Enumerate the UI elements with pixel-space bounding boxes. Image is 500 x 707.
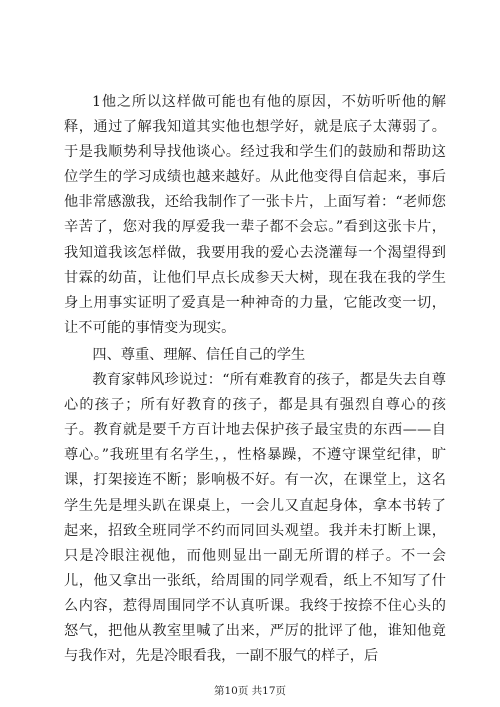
paragraph-1: 1他之所以这样做可能也有他的原因，不妨听听他的解释，通过了解我知道其实他也想学好，就是底子太薄弱了。于是我顺势利导找他谈心。经过我和学生们的鼓励和帮助这位学生的学习成绩也越来越好。从此他变得自信起来，事后他非常感激我，还给我制作了一张卡片，上面写着：“老师您辛苦了，您对我的厚爱我一辈子都不会忘。”看到这张卡片，我知道我该怎样做，我要用我的爱心去浇灌每一个渴望得到甘霖的幼苗，让他们早点长成参天大树，现在我在我的学生身上用事实证明了爱真是一种神奇的力量，它能改变一切，让不可能的事情变为现实。 <box>64 94 446 336</box>
paragraph-2: 教育家韩风珍说过：“所有难教育的孩子，都是失去自尊心的孩子；所有好教育的孩子，都是具有强烈自尊心的孩子。教育就是要千方百计地去保护孩子最宝贵的东西——自尊心。”我班里有名学生，，性格暴躁，不遵守课堂纪律，旷课，打架接连不断；影响极不好。有一次，在课堂上，这名学生先是埋头趴在课桌上，一会儿又直起身体，拿本书转了起来，招致全班同学不约而同回头观望。我并未打断上课，只是冷眼注视他，而他则显出一副无所谓的样子。不一会儿，他又拿出一张纸，给周围的同学观看，纸上不知写了什么内容，惹得周围同学不认真听课。我终于按捺不住心头的怒气，把他从教室里喊了出来，严厉的批评了他，谁知他竟与我作对，先是冷眼看我，一副不服气的样子，后 <box>64 372 446 665</box>
document-body <box>64 90 446 669</box>
section-heading: 四、尊重、理解、信任自己的学生 <box>92 346 306 363</box>
page-number-footer: 第10页 共17页 <box>213 685 287 697</box>
